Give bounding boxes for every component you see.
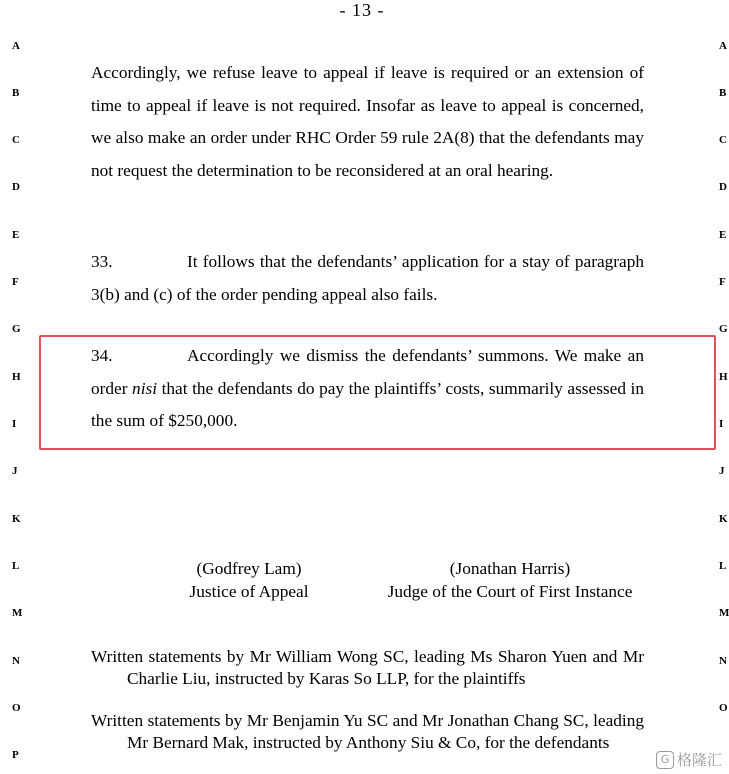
signature-block-harris bbox=[376, 557, 644, 603]
margin-letter-i-right: I bbox=[719, 418, 724, 430]
margin-letter-h-right: H bbox=[719, 371, 728, 383]
margin-letter-k-right: K bbox=[719, 513, 728, 525]
signature-block-lam bbox=[170, 557, 328, 603]
margin-letter-d: D bbox=[12, 181, 20, 193]
margin-letter-g-right: G bbox=[719, 323, 728, 335]
paragraph-34 bbox=[91, 340, 644, 438]
margin-letter-m: M bbox=[12, 607, 23, 619]
watermark-logo bbox=[656, 749, 722, 770]
margin-letter-d-right: D bbox=[719, 181, 727, 193]
margin-letter-c-right: C bbox=[719, 134, 727, 146]
margin-letter-l: L bbox=[12, 560, 20, 572]
margin-letter-l-right: L bbox=[719, 560, 727, 572]
margin-letter-k: K bbox=[12, 513, 21, 525]
counsel-plaintiffs: Written statements by Mr William Wong SC, leading Ms Sharon Yuen and Mr Charlie Liu, instructed by Karas So LLP, for the plaintiffs bbox=[91, 647, 644, 688]
margin-letter-h: H bbox=[12, 371, 21, 383]
paragraph-33 bbox=[91, 246, 644, 311]
margin-letter-b-right: B bbox=[719, 87, 727, 99]
signatory-title: Judge of the Court of First Instance bbox=[387, 582, 633, 601]
margin-letter-o: O bbox=[12, 702, 21, 714]
margin-letter-e-right: E bbox=[719, 229, 727, 241]
paragraph-text: It follows that the defendants’ application for a stay of paragraph 3(b) and (c) of the order pending appeal also fails. bbox=[91, 252, 644, 304]
italic-nisi: nisi bbox=[132, 378, 158, 398]
page-number: - 13 - bbox=[339, 0, 385, 20]
counsel-defendants: Written statements by Mr Benjamin Yu SC and Mr Jonathan Chang SC, leading Mr Bernard Mak, instructed by Anthony Siu & Co, for the defendants bbox=[91, 711, 644, 752]
paragraph-number: 34. bbox=[91, 346, 113, 365]
margin-letter-a-right: A bbox=[719, 40, 727, 52]
signatory-name: (Jonathan Harris) bbox=[449, 559, 571, 578]
margin-letter-m-right: M bbox=[719, 607, 729, 619]
margin-letter-f: F bbox=[12, 276, 19, 288]
margin-letter-f-right: F bbox=[719, 276, 726, 288]
margin-letter-i: I bbox=[12, 418, 17, 430]
paragraph-text-start: Accordingly we dismiss the defendants’ summons. We make an order bbox=[91, 346, 644, 398]
margin-letter-j: J bbox=[12, 465, 18, 477]
paragraph-32-continuation: Accordingly, we refuse leave to appeal if leave is required or an extension of time to appeal if leave is not required. Insofar as leave to appeal is concerned, we also make an order under RHC Order 59 rule 2A(8) that the defendants may not request the determination to be reconsidered at an oral hearing. bbox=[91, 63, 644, 180]
paragraph-text-end: that the defendants do pay the plaintiffs’ costs, summarily assessed in the sum of $250,000. bbox=[91, 378, 644, 430]
margin-letter-a: A bbox=[12, 40, 20, 52]
margin-letter-g: G bbox=[12, 323, 21, 335]
watermark-text: 格隆汇 bbox=[676, 751, 722, 769]
margin-letter-e: E bbox=[12, 229, 20, 241]
margin-letter-j-right: J bbox=[719, 465, 725, 477]
margin-letter-o-right: O bbox=[719, 702, 728, 714]
signatory-title: Justice of Appeal bbox=[189, 582, 309, 601]
margin-letter-n-right: N bbox=[719, 655, 727, 667]
margin-letter-n: N bbox=[12, 655, 20, 667]
margin-letter-b: B bbox=[12, 87, 20, 99]
margin-letter-c: C bbox=[12, 134, 20, 146]
signatory-name: (Godfrey Lam) bbox=[196, 559, 302, 578]
watermark-icon: G bbox=[656, 751, 674, 769]
paragraph-number: 33. bbox=[91, 252, 113, 271]
margin-letter-p: P bbox=[12, 749, 19, 761]
